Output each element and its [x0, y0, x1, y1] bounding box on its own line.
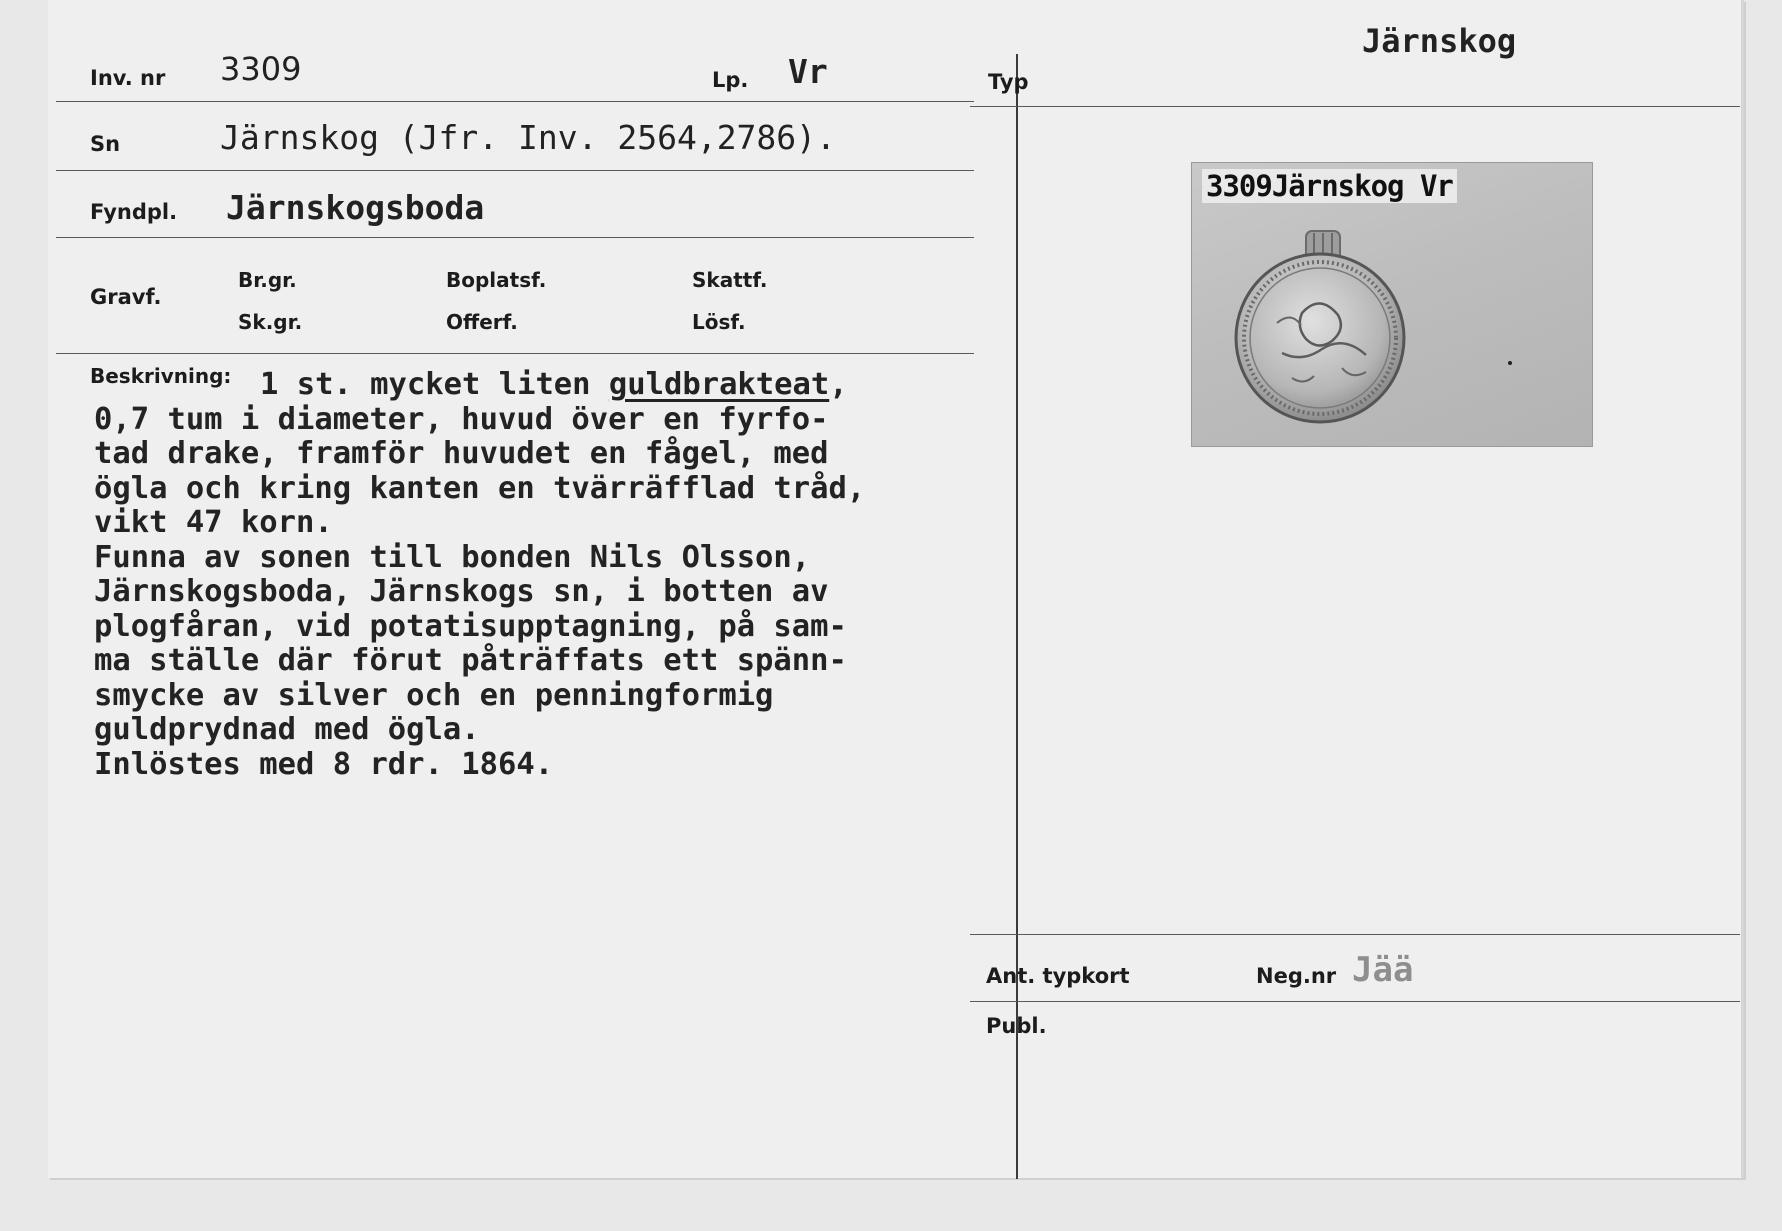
gravf-option-skattf: Skattf.	[692, 268, 768, 292]
description-line: Funna av sonen till bonden Nils Olsson,	[94, 539, 811, 575]
beskrivning-label: Beskrivning:	[90, 364, 232, 388]
inv-nr-value: 3309	[220, 50, 302, 88]
neg-nr-value: Jää	[1352, 950, 1414, 990]
divider-line	[56, 353, 974, 354]
description-line: guldprydnad med ögla.	[94, 712, 480, 747]
gravf-option-sk-gr: Sk.gr.	[238, 310, 303, 334]
inv-nr-label: Inv. nr	[90, 66, 166, 90]
description-line: 0,7 tum i diameter, huvud över en fyrfo-	[94, 401, 829, 437]
gravf-option-br-gr: Br.gr.	[238, 268, 297, 292]
divider-line	[970, 106, 1740, 107]
gravf-option-boplatsf: Boplatsf.	[446, 268, 547, 292]
sn-label: Sn	[90, 132, 121, 156]
description-line: smycke av silver och en penningformig	[94, 677, 774, 713]
description-line: vikt 47 korn.	[94, 505, 333, 540]
description-line: Järnskogsboda, Järnskogs sn, i botten av	[94, 574, 829, 609]
description-text	[94, 368, 974, 782]
publ-label: Publ.	[986, 1014, 1047, 1038]
divider-line	[970, 934, 1740, 935]
artifact-photo	[1191, 162, 1593, 447]
bracteate-pendant-icon	[1192, 163, 1592, 446]
description-line: plogfåran, vid potatisupptagning, på sam-	[94, 608, 847, 644]
divider-line	[56, 237, 974, 238]
description-line: 1 st. mycket liten guldbrakteat,	[260, 367, 848, 402]
divider-line	[56, 170, 974, 171]
gravf-label: Gravf.	[90, 285, 162, 309]
ant-typkort-label: Ant. typkort	[986, 964, 1130, 988]
underlined-term: guldbrakteat	[608, 367, 830, 402]
fyndpl-value: Järnskogsboda	[226, 188, 485, 227]
sn-value: Järnskog (Jfr. Inv. 2564,2786).	[220, 118, 836, 157]
gravf-option-losf: Lösf.	[692, 310, 746, 334]
description-line: Inlöstes med 8 rdr. 1864.	[94, 746, 554, 782]
description-line: ögla och kring kanten en tvärräfflad tråd,	[94, 470, 866, 506]
neg-nr-label: Neg.nr	[1256, 964, 1337, 988]
description-line: tad drake, framför huvudet en fågel, med	[94, 436, 829, 471]
divider-line	[970, 1001, 1740, 1002]
typ-parish-value: Järnskog	[1362, 22, 1517, 60]
divider-line	[56, 101, 974, 102]
photo-caption: 3309Järnskog Vr	[1202, 169, 1457, 203]
lp-label: Lp.	[712, 68, 749, 92]
description-line: ma ställe där förut påträffats ett spänn-	[94, 643, 847, 678]
gravf-option-offerf: Offerf.	[446, 310, 518, 334]
typ-label: Typ	[988, 70, 1029, 94]
column-divider	[1016, 54, 1018, 1179]
lp-value: Vr	[788, 52, 828, 91]
fyndpl-label: Fyndpl.	[90, 200, 178, 224]
